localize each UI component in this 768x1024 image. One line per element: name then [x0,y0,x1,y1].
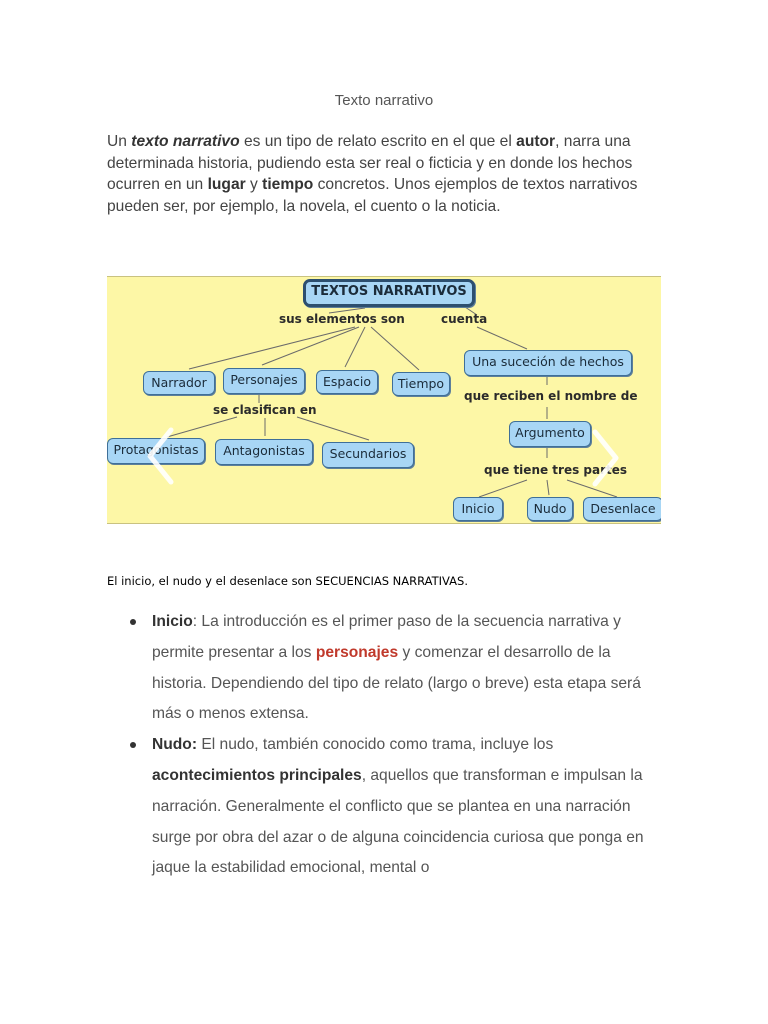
intro-term-texto-narrativo: texto narrativo [131,133,240,150]
map-label-receives: que reciben el nombre de [464,389,638,403]
sequences-heading: El inicio, el nudo y el desenlace son SECUENCIAS NARRATIVAS. [107,574,468,588]
connector-line [189,327,355,369]
sequences-list [106,607,666,884]
map-node-sequence: Una suceción de hechos [464,350,632,376]
intro-text: Un [107,133,132,150]
chevron-right-icon[interactable] [591,429,621,487]
intro-term-tiempo: tiempo [262,176,314,194]
map-label-parts: que tiene tres partes [484,463,628,477]
list-item-inicio [106,607,666,730]
map-label-cuenta: cuenta [441,312,488,326]
connector-line [345,327,365,367]
connector-line [297,417,369,440]
map-node-personajes: Personajes [223,368,305,394]
connector-line [479,480,527,497]
connector-line [262,327,359,365]
list-highlight: acontecimientos principales [152,766,362,784]
list-highlight: personajes [315,643,399,661]
intro-term-lugar: lugar [207,176,246,194]
map-node-nudo: Nudo [527,497,573,521]
intro-text: concretos. Unos ejemplos de textos narrativos pueden ser, por ejemplo, la novela, el cuento o la noticia. [107,176,638,215]
intro-term-autor: autor [516,133,556,150]
connector-line [547,480,549,495]
map-node-argumento: Argumento [509,421,591,447]
list-item-nudo [106,730,666,884]
intro-text: es un tipo de relato escrito en el que el [239,133,517,150]
map-node-desenlace: Desenlace [583,497,661,521]
map-node-root: TEXTOS NARRATIVOS [303,279,475,307]
page-title: Texto narrativo [334,92,434,109]
map-label-elements: sus elementos son [279,312,405,326]
list-text: y comenzar el desarrollo de la historia. Dependiendo del tipo de relato (largo o breve) esta etapa será más o menos extensa. [152,643,641,723]
chevron-left-icon[interactable] [145,427,175,485]
list-text: : La introducción es el primer paso de la secuencia narrativa y permite presentar a los [152,613,621,661]
intro-text: , narra una determinada historia, pudiendo esta ser real o ficticia y en donde los hechos ocurren en un [107,133,633,194]
map-label-classify: se clasifican en [213,403,317,417]
list-text: , aquellos que transforman e impulsan la narración. Generalmente el conflicto que se plantea en una narración surge por obra del azar o de alguna coincidencia curiosa que ponga en jaque la estabilidad emocional, mental o [152,766,644,877]
list-text: El nudo, también conocido como trama, incluye los [197,736,554,754]
map-node-antagonistas: Antagonistas [215,439,313,465]
map-node-inicio: Inicio [453,497,503,521]
connector-line [371,327,419,370]
connector-line [477,327,527,349]
intro-paragraph [107,131,667,217]
intro-text: y [245,176,263,194]
list-term: Inicio [152,613,193,630]
map-node-protagonistas: Protagonistas [107,438,205,464]
list-term: Nudo: [152,736,198,754]
connector-line [167,417,237,437]
map-node-espacio: Espacio [316,370,378,394]
bullet-icon [130,619,136,625]
map-node-secundarios: Secundarios [322,442,414,468]
bullet-icon [130,742,136,748]
map-node-tiempo: Tiempo [392,372,450,396]
concept-map-image [107,276,661,524]
map-node-narrador: Narrador [143,371,215,395]
